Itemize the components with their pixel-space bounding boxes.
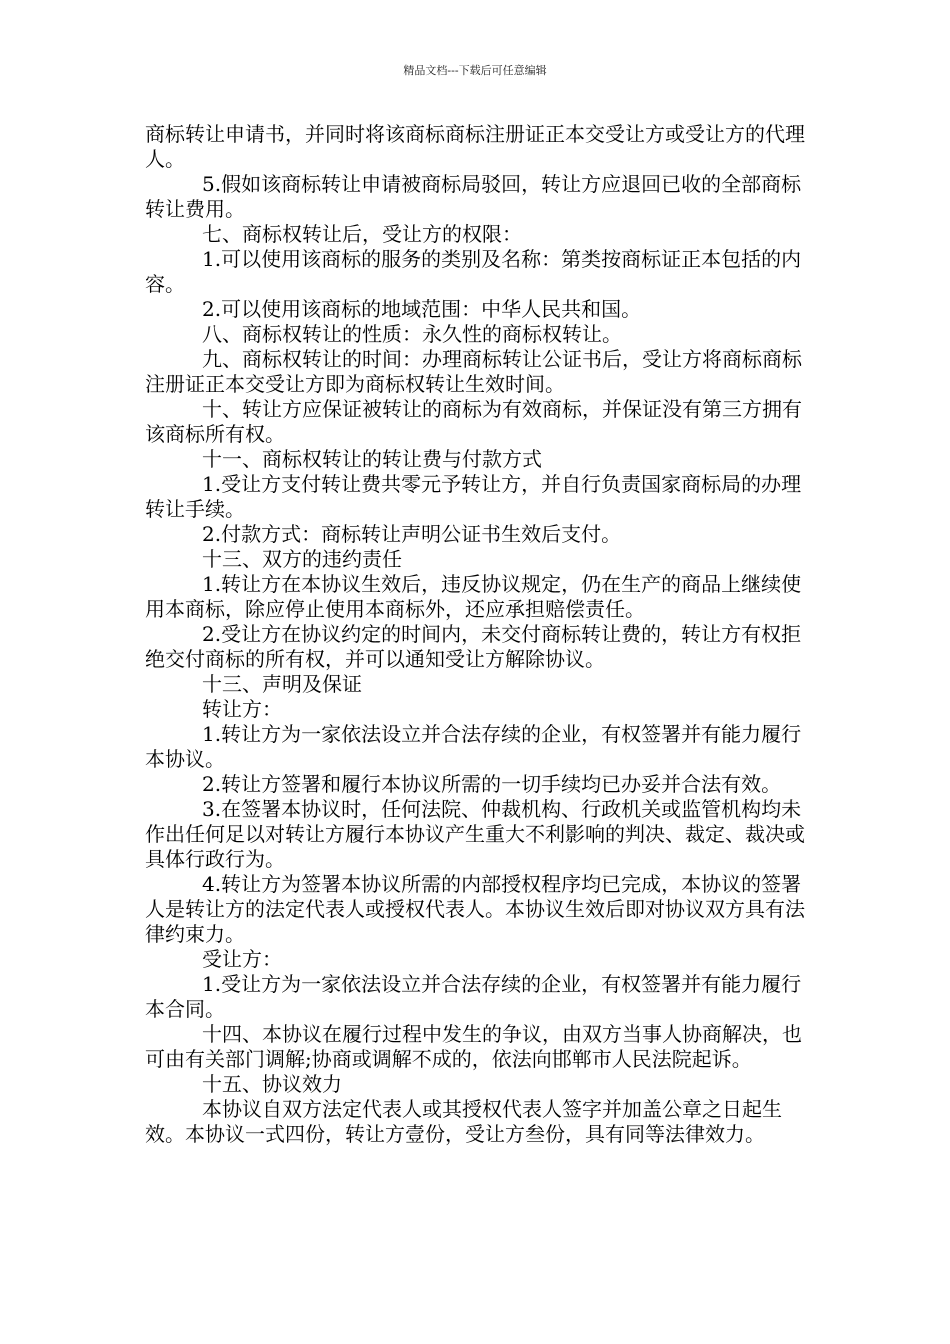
page-header: 精品文档---下载后可任意编辑 — [403, 64, 547, 77]
paragraph: 1.受让方支付转让费共零元予转让方，并自行负责国家商标局的办理转让手续。 — [145, 472, 802, 521]
paragraph: 2.转让方签署和履行本协议所需的一切手续均已办妥并合法有效。 — [202, 772, 782, 796]
section-heading: 九、商标权转让的时间：办理商标转让公证书后，受让方将商标商标注册证正本交受让方即为商标权转让生效时间。 — [145, 347, 802, 396]
paragraph: 1.可以使用该商标的服务的类别及名称：第类按商标证正本包括的内容。 — [145, 247, 802, 296]
section-heading: 十三、双方的违约责任 — [202, 547, 402, 571]
paragraph: 2.受让方在协议约定的时间内，未交付商标转让费的，转让方有权拒绝交付商标的所有权，并可以通知受让方解除协议。 — [145, 622, 802, 671]
paragraph: 1.转让方为一家依法设立并合法存续的企业，有权签署并有能力履行本协议。 — [145, 722, 802, 771]
paragraph: 3.在签署本协议时，任何法院、仲裁机构、行政机关或监管机构均未作出任何足以对转让方履行本协议产生重大不利影响的判决、裁定、裁决或具体行政行为。 — [145, 797, 805, 871]
paragraph: 1.受让方为一家依法设立并合法存续的企业，有权签署并有能力履行本合同。 — [145, 972, 802, 1021]
party-label: 受让方： — [202, 947, 282, 971]
section-heading: 十一、商标权转让的转让费与付款方式 — [202, 447, 542, 471]
paragraph: 5.假如该商标转让申请被商标局驳回，转让方应退回已收的全部商标转让费用。 — [145, 172, 802, 221]
section-heading: 十、转让方应保证被转让的商标为有效商标，并保证没有第三方拥有该商标所有权。 — [145, 397, 802, 446]
party-label: 转让方： — [202, 697, 282, 721]
paragraph: 1.转让方在本协议生效后，违反协议规定，仍在生产的商品上继续使用本商标，除应停止使用本商标外，还应承担赔偿责任。 — [145, 572, 802, 621]
paragraph: 商标转让申请书，并同时将该商标商标注册证正本交受让方或受让方的代理人。 — [145, 122, 805, 171]
section-heading: 七、商标权转让后，受让方的权限： — [202, 222, 522, 246]
section-heading: 十五、协议效力 — [202, 1072, 342, 1096]
paragraph: 2.可以使用该商标的地域范围：中华人民共和国。 — [202, 297, 642, 321]
section-heading: 十三、声明及保证 — [202, 672, 362, 696]
paragraph: 4.转让方为签署本协议所需的内部授权程序均已完成，本协议的签署人是转让方的法定代表人或授权代表人。本协议生效后即对协议双方具有法律约束力。 — [145, 872, 805, 946]
section-heading: 八、商标权转让的性质：永久性的商标权转让。 — [202, 322, 622, 346]
paragraph: 2.付款方式：商标转让声明公证书生效后支付。 — [202, 522, 622, 546]
paragraph: 本协议自双方法定代表人或其授权代表人签字并加盖公章之日起生效。本协议一式四份，转让方壹份，受让方叁份，具有同等法律效力。 — [145, 1097, 782, 1146]
section-heading: 十四、本协议在履行过程中发生的争议，由双方当事人协商解决，也可由有关部门调解;协商或调解不成的，依法向邯郸市人民法院起诉。 — [145, 1022, 802, 1071]
document-body — [145, 122, 815, 1147]
